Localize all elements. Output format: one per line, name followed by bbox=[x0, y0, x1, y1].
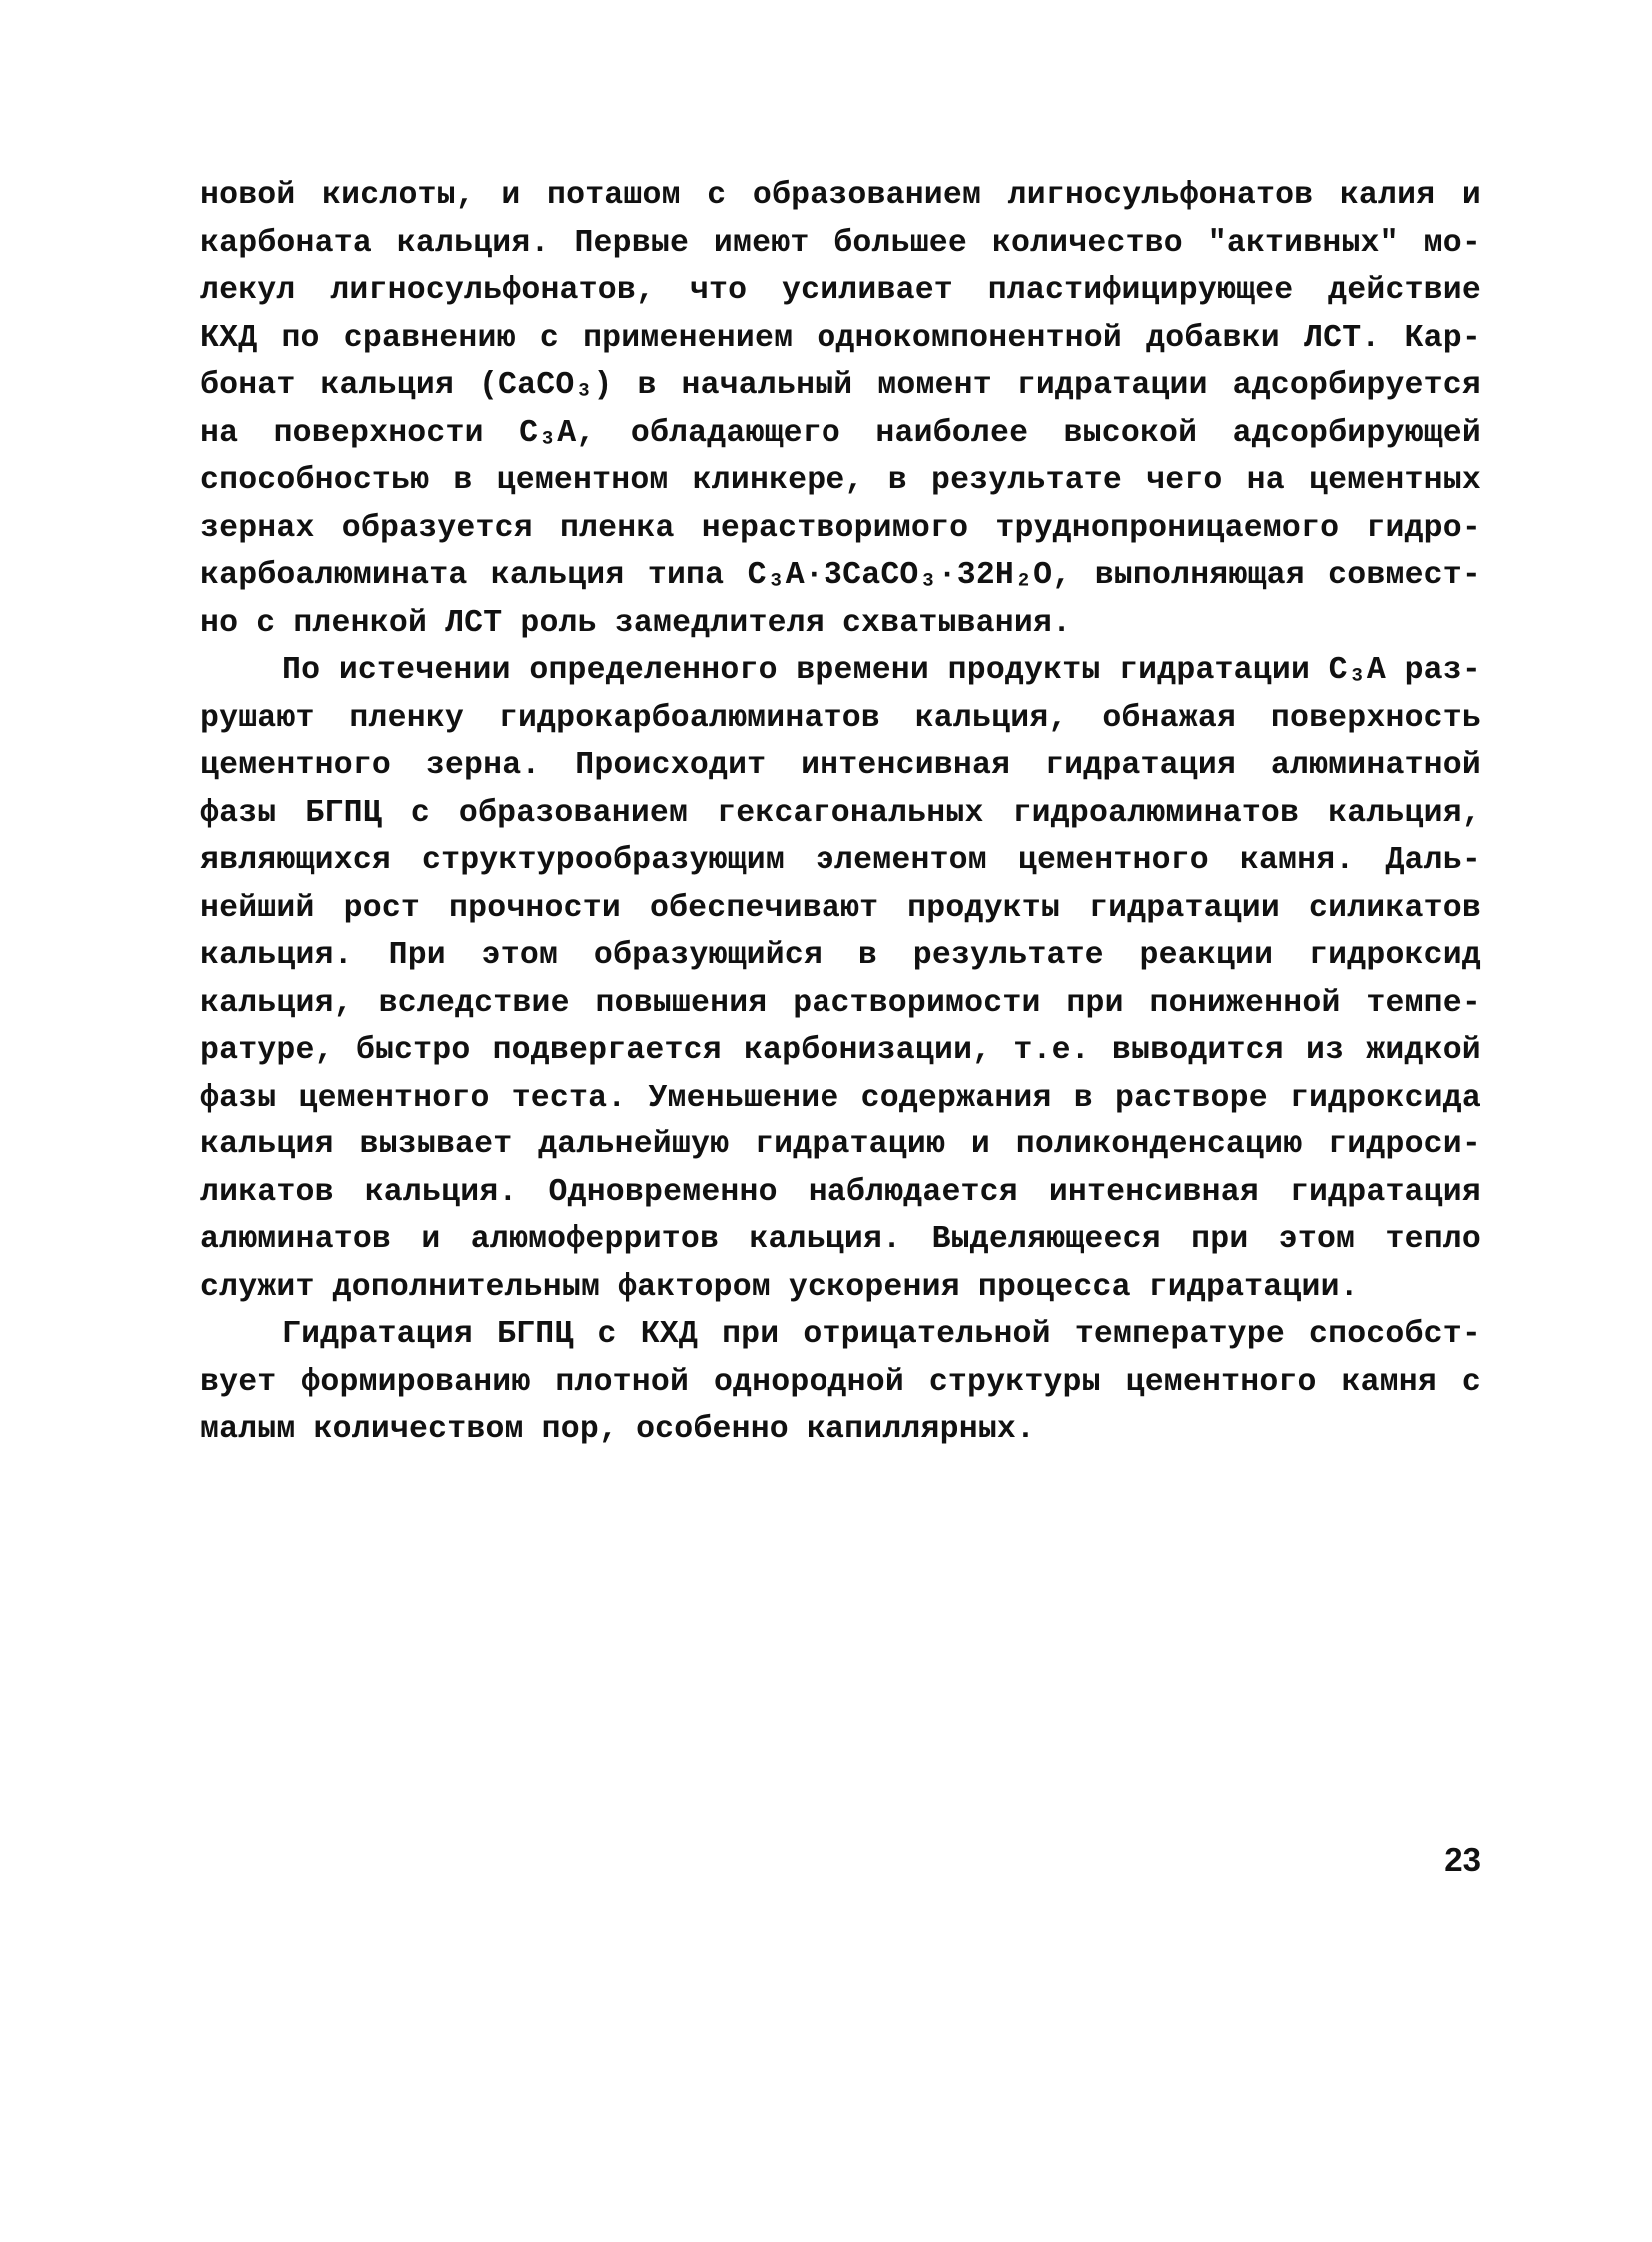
word: пленка bbox=[559, 510, 675, 546]
word: пониженной bbox=[1149, 985, 1341, 1021]
text-line bbox=[200, 172, 1481, 220]
word: что bbox=[689, 273, 748, 308]
word: цементного bbox=[1125, 1364, 1317, 1400]
word: фазы bbox=[200, 1080, 277, 1116]
word: этом bbox=[1278, 1222, 1356, 1257]
word: малым bbox=[200, 1412, 296, 1447]
word: Одновременно bbox=[548, 1174, 778, 1210]
word: начальный bbox=[681, 368, 853, 403]
text-line bbox=[200, 1075, 1481, 1122]
word: в bbox=[453, 463, 473, 498]
text-line bbox=[200, 1359, 1481, 1407]
word: ускорения bbox=[788, 1269, 960, 1305]
word: дальнейшую bbox=[538, 1127, 730, 1162]
word: прочности bbox=[449, 890, 621, 926]
word: гидратация bbox=[1045, 748, 1237, 783]
word: кальция, bbox=[1328, 795, 1481, 831]
word: т.е. bbox=[1013, 1033, 1090, 1068]
text-line bbox=[200, 1169, 1481, 1217]
text-line bbox=[200, 1121, 1481, 1169]
word: высокой bbox=[1063, 415, 1198, 451]
word: поташом bbox=[547, 178, 681, 213]
word: теста. bbox=[511, 1080, 627, 1116]
text-line bbox=[200, 362, 1481, 410]
word: при bbox=[1191, 1222, 1249, 1257]
word: гидратации. bbox=[1148, 1269, 1359, 1305]
word: цементного bbox=[1017, 843, 1209, 878]
word: на bbox=[1246, 463, 1285, 498]
word: времени bbox=[796, 653, 930, 688]
text-line bbox=[200, 885, 1481, 933]
word: формированию bbox=[301, 1364, 531, 1400]
word: образуется bbox=[341, 510, 533, 546]
word: вызывает bbox=[359, 1127, 513, 1162]
word: процесса bbox=[977, 1269, 1131, 1305]
word: результате bbox=[912, 938, 1104, 973]
word: быстро bbox=[355, 1033, 471, 1068]
word: кальция bbox=[490, 558, 625, 593]
word: раз- bbox=[1404, 653, 1481, 688]
word: C₃A·3CaCO₃·32H₂O, bbox=[747, 558, 1072, 593]
word: поверхность bbox=[1270, 700, 1481, 736]
word: Происходит bbox=[575, 748, 767, 783]
word: кальция. bbox=[200, 938, 353, 973]
word: лигносульфонатов, bbox=[330, 273, 656, 308]
word: фактором bbox=[618, 1269, 771, 1305]
word: По bbox=[282, 653, 321, 688]
word: рушают bbox=[200, 700, 315, 736]
word: особенно bbox=[636, 1412, 789, 1447]
word: по bbox=[281, 320, 320, 356]
word: поверхности bbox=[273, 415, 484, 451]
word: схватывания. bbox=[841, 605, 1072, 641]
text-line bbox=[200, 505, 1481, 553]
word: момент bbox=[877, 368, 992, 403]
word: зернах bbox=[200, 510, 315, 546]
text-line bbox=[200, 600, 1481, 648]
word: наиболее bbox=[875, 415, 1029, 451]
word: образующийся bbox=[593, 938, 824, 973]
word: фазы bbox=[200, 795, 277, 831]
word: применением bbox=[583, 320, 794, 356]
word: чего bbox=[1146, 463, 1223, 498]
word: гидратации bbox=[1016, 368, 1208, 403]
word: кислоты, bbox=[322, 178, 475, 213]
word: гидратация bbox=[1289, 1174, 1481, 1210]
word: пластифицирующее bbox=[987, 273, 1294, 308]
word: рост bbox=[343, 890, 421, 926]
word: бонат bbox=[200, 368, 296, 403]
word: гидроси- bbox=[1328, 1127, 1481, 1162]
body-text bbox=[200, 172, 1481, 1454]
word: отрицательной bbox=[803, 1317, 1051, 1352]
word: в bbox=[637, 368, 657, 403]
word: пленкой bbox=[293, 605, 428, 641]
word: (CaCO₃) bbox=[478, 368, 613, 403]
word: карбонизации, bbox=[743, 1033, 992, 1068]
word: БГПЦ bbox=[497, 1317, 574, 1352]
word: цементного bbox=[298, 1080, 490, 1116]
word: адсорбирующей bbox=[1232, 415, 1481, 451]
word: роль bbox=[520, 605, 597, 641]
word: вследствие bbox=[378, 985, 570, 1021]
word: цементном bbox=[496, 463, 669, 498]
word: при bbox=[1066, 985, 1124, 1021]
word: однокомпонентной bbox=[817, 320, 1122, 356]
text-line bbox=[200, 1264, 1481, 1312]
word: кальция, bbox=[200, 985, 353, 1021]
word: "активных" bbox=[1207, 225, 1399, 261]
word: кальция. bbox=[364, 1174, 518, 1210]
word: обнажая bbox=[1102, 700, 1237, 736]
word: кальция. bbox=[749, 1222, 902, 1257]
word: капиллярных. bbox=[806, 1412, 1036, 1447]
word: гидроксида bbox=[1289, 1080, 1481, 1116]
word: калия bbox=[1339, 178, 1436, 213]
word: зерна. bbox=[425, 748, 541, 783]
word: истечении bbox=[338, 653, 511, 688]
word: растворе bbox=[1115, 1080, 1268, 1116]
word: алюмоферритов bbox=[470, 1222, 720, 1257]
word: совмест- bbox=[1328, 558, 1481, 593]
word: растворимости bbox=[793, 985, 1041, 1021]
word: однородной bbox=[713, 1364, 904, 1400]
word: БГПЦ bbox=[305, 795, 382, 831]
word: образованием bbox=[458, 795, 689, 831]
word: Кар- bbox=[1404, 320, 1481, 356]
word: и bbox=[421, 1222, 441, 1257]
word: гидратации bbox=[1119, 653, 1311, 688]
word: кальция. bbox=[396, 225, 550, 261]
word: служит bbox=[200, 1269, 315, 1305]
text-line bbox=[200, 315, 1481, 363]
word: цементных bbox=[1309, 463, 1481, 498]
word: кальция bbox=[320, 368, 455, 403]
word: с bbox=[410, 795, 430, 831]
word: дополнительным bbox=[332, 1269, 601, 1305]
word: нейший bbox=[200, 890, 315, 926]
word: гидратацию bbox=[755, 1127, 946, 1162]
word: выполняющая bbox=[1094, 558, 1305, 593]
word: алюминатной bbox=[1270, 748, 1481, 783]
word: ликатов bbox=[200, 1174, 334, 1210]
word: нерастворимого bbox=[701, 510, 969, 546]
word: камня. bbox=[1239, 843, 1355, 878]
word: C₃A, bbox=[519, 415, 596, 451]
word: темпе- bbox=[1366, 985, 1481, 1021]
word: способностью bbox=[200, 463, 430, 498]
word: с bbox=[1461, 1364, 1481, 1400]
word: повышения bbox=[595, 985, 768, 1021]
text-line bbox=[200, 410, 1481, 458]
word: КХД bbox=[640, 1317, 699, 1352]
text-line bbox=[200, 695, 1481, 743]
word: обеспечивают bbox=[649, 890, 879, 926]
page-number: 23 bbox=[1444, 1841, 1481, 1878]
word: интенсивная bbox=[801, 748, 1011, 783]
word: гидроксид bbox=[1309, 938, 1481, 973]
word: в bbox=[887, 463, 907, 498]
word: лигносульфонатов bbox=[1007, 178, 1314, 213]
word: Гидратация bbox=[282, 1317, 474, 1352]
word: температуре bbox=[1074, 1317, 1285, 1352]
word: образованием bbox=[752, 178, 982, 213]
word: являющихся bbox=[200, 843, 392, 878]
text-line bbox=[200, 1406, 1481, 1454]
word: тепло bbox=[1385, 1222, 1481, 1257]
word: на bbox=[200, 415, 239, 451]
word: Выделяющееся bbox=[931, 1222, 1161, 1257]
word: количество bbox=[991, 225, 1183, 261]
text-line bbox=[200, 1027, 1481, 1075]
word: плотной bbox=[555, 1364, 690, 1400]
word: в bbox=[857, 938, 877, 973]
word: алюминатов bbox=[200, 1222, 392, 1257]
word: действие bbox=[1328, 273, 1481, 308]
word: добавки bbox=[1146, 320, 1280, 356]
word: с bbox=[256, 605, 276, 641]
word: ЛСТ bbox=[445, 605, 503, 641]
text-line bbox=[200, 790, 1481, 838]
word: цементного bbox=[200, 748, 392, 783]
text-line bbox=[200, 1311, 1481, 1359]
text-line bbox=[200, 742, 1481, 790]
word: карбоалюмината bbox=[200, 558, 468, 593]
text-line bbox=[200, 1216, 1481, 1264]
word: способст- bbox=[1309, 1317, 1481, 1352]
word: ратуре, bbox=[200, 1033, 334, 1068]
word: с bbox=[707, 178, 727, 213]
word: камня bbox=[1341, 1364, 1437, 1400]
word: с bbox=[539, 320, 559, 356]
word: силикатов bbox=[1309, 890, 1481, 926]
word: Уменьшение bbox=[648, 1080, 839, 1116]
word: пленку bbox=[349, 700, 465, 736]
text-line bbox=[200, 457, 1481, 505]
word: жидкой bbox=[1366, 1033, 1481, 1068]
word: вует bbox=[200, 1364, 277, 1400]
word: усиливает bbox=[781, 273, 953, 308]
word: продукты bbox=[907, 890, 1060, 926]
word: сравнению bbox=[343, 320, 516, 356]
word: При bbox=[388, 938, 446, 973]
word: кальция bbox=[200, 1127, 334, 1162]
word: замедлителя bbox=[614, 605, 825, 641]
word: результате bbox=[930, 463, 1122, 498]
word: гексагональных bbox=[717, 795, 984, 831]
word: наблюдается bbox=[808, 1174, 1018, 1210]
word: выводится bbox=[1111, 1033, 1284, 1068]
word: и bbox=[970, 1127, 990, 1162]
word: клинкере, bbox=[692, 463, 864, 498]
word: имеют bbox=[713, 225, 810, 261]
text-line bbox=[200, 220, 1481, 268]
word: подвергается bbox=[492, 1033, 722, 1068]
word: при bbox=[722, 1317, 780, 1352]
word: гидро- bbox=[1366, 510, 1481, 546]
word: в bbox=[1073, 1080, 1093, 1116]
word: мо- bbox=[1423, 225, 1481, 261]
word: элементом bbox=[815, 843, 987, 878]
text-line bbox=[200, 837, 1481, 885]
word: структурообразующим bbox=[422, 843, 785, 878]
text-line bbox=[200, 267, 1481, 315]
word: гидратации bbox=[1088, 890, 1281, 926]
text-line bbox=[200, 932, 1481, 980]
word: количеством bbox=[313, 1412, 524, 1447]
word: с bbox=[597, 1317, 617, 1352]
text-line bbox=[200, 552, 1481, 600]
word: определенного bbox=[529, 653, 778, 688]
word: КХД bbox=[200, 320, 258, 356]
word: гидроалюминатов bbox=[1012, 795, 1300, 831]
text-line bbox=[200, 980, 1481, 1028]
word: большее bbox=[833, 225, 968, 261]
word: адсорбируется bbox=[1232, 368, 1481, 403]
text-line bbox=[200, 647, 1481, 695]
word: пор, bbox=[541, 1412, 619, 1447]
word: продукты bbox=[947, 653, 1101, 688]
word: труднопроницаемого bbox=[995, 510, 1340, 546]
word: карбоната bbox=[200, 225, 372, 261]
word: поликонденсацию bbox=[1015, 1127, 1303, 1162]
word: лекул bbox=[200, 273, 296, 308]
word: Даль- bbox=[1385, 843, 1481, 878]
word: новой bbox=[200, 178, 296, 213]
word: Первые bbox=[574, 225, 690, 261]
word: и bbox=[1461, 178, 1481, 213]
word: типа bbox=[647, 558, 725, 593]
word: этом bbox=[481, 938, 559, 973]
word: гидрокарбоалюминатов bbox=[498, 700, 880, 736]
word: реакции bbox=[1139, 938, 1274, 973]
word: из bbox=[1305, 1033, 1345, 1068]
word: интенсивная bbox=[1048, 1174, 1259, 1210]
word: кальция, bbox=[914, 700, 1068, 736]
word: структуры bbox=[928, 1364, 1101, 1400]
word: ЛСТ. bbox=[1303, 320, 1381, 356]
word: обладающего bbox=[630, 415, 840, 451]
word: C₃A bbox=[1328, 653, 1386, 688]
word: и bbox=[501, 178, 521, 213]
word: но bbox=[200, 605, 239, 641]
word: содержания bbox=[860, 1080, 1052, 1116]
